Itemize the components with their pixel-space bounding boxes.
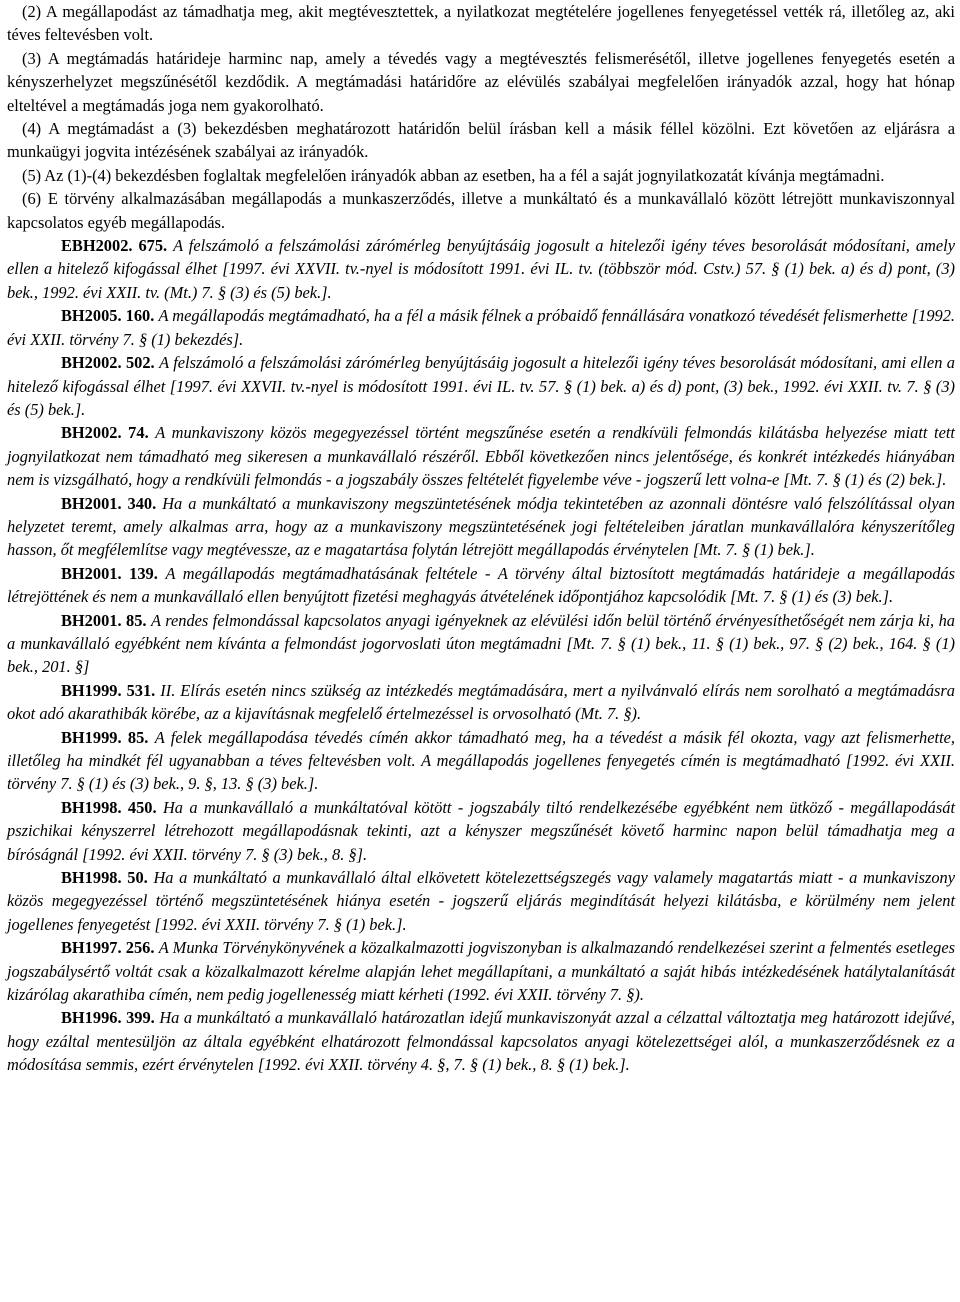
case-entry (7, 562, 955, 609)
document-page (7, 0, 955, 1077)
case-entry (7, 1006, 955, 1076)
case-reference: BH1996. 399. (61, 1008, 155, 1028)
case-summary: A felszámoló a felszámolási zárómérleg benyújtásáig jogosult a hitelezői igény téves besorolását módosítani, amely ellen a hitelező kifogással élhet [1997. évi XXVII. tv.-nyel is módosított 1991. évi IL. tv. (többször mód. Cstv.) 57. § (1) bek. a) és d) pont, (3) bek., 1992. évi XXII. tv. (Mt.) 7. § (3) és (5) bek.]. (7, 236, 955, 302)
case-reference: EBH2002. 675. (61, 236, 168, 256)
case-summary: A Munka Törvénykönyvének a közalkalmazotti jogviszonyban is alkalmazandó rendelkezései szerint a felmentés esetleges jogszabálysértő voltát csak a közalkalmazott kérelme alapján lehet megállapítani, a munkáltató a saját hibás intézkedésének hatálytalanítását kizárólag akarathiba címén, nem pedig jogellenesség miatt kérheti (1992. évi XXII. törvény 7. §). (7, 938, 955, 1005)
case-entry (7, 609, 955, 679)
case-entry (7, 234, 955, 304)
paragraph-6: (6) E törvény alkalmazásában megállapodás a munkaszerződés, illetve a munkáltató és a munkavállaló között létrejött munkaviszonnyal kapcsolatos egyéb megállapodás. (7, 189, 955, 232)
case-reference: BH2001. 139. (61, 563, 158, 583)
case-reference: BH1998. 450. (61, 797, 157, 817)
case-summary: A munkaviszony közös megegyezéssel történt megszűnése esetén a rendkívüli felmondás kilátásba helyezése miatt tett jognyilatkozat nem támadható meg sikeresen a munkavállaló részéről. Ebből következően nincs jelentősége, és konkrét intézkedés hiányában nem is vizsgálható, hogy a rendkívüli felmondás - a jogszabály összes feltételét figyelembe véve - jogszerű lett volna-e [Mt. 7. § (1) és (2) bek.]. (7, 423, 955, 490)
case-entry (7, 679, 955, 726)
case-entry (7, 936, 955, 1006)
case-reference: BH1999. 85. (61, 727, 149, 747)
case-summary: A megállapodás megtámadhatásának feltétele - A törvény által biztosított megtámadás határideje a megállapodás létrejöttének és nem a munkavállaló ellen benyújtott fizetési meghagyás átvételének időpontjához kapcsolódik [Mt. 7. § (1) és (3) bek.]. (7, 563, 955, 607)
case-summary: A felek megállapodása tévedés címén akkor támadható meg, ha a tévedést a másik fél okozta, vagy azt felismerhette, illetőleg ha mindkét fél ugyanabban a téves feltevésben volt. A megállapodás jogellenes fenyegetés címén is megtámadható [1992. évi XXII. törvény 7. § (1) és (3) bek., 9. §, 13. § (3) bek.]. (7, 727, 955, 794)
case-entry (7, 866, 955, 936)
case-law-list (7, 234, 955, 1077)
case-reference: BH2005. 160. (61, 306, 155, 326)
paragraph-5: (5) Az (1)-(4) bekezdésben foglaltak megfelelően irányadók abban az esetben, ha a fél a saját jognyilatkozatát kívánja megtámadni. (22, 165, 885, 185)
case-reference: BH2002. 74. (61, 423, 149, 443)
case-entry (7, 492, 955, 562)
case-reference: BH1997. 256. (61, 938, 155, 958)
case-entry (7, 421, 955, 491)
paragraph-3: (3) A megtámadás határideje harminc nap, amely a tévedés vagy a megtévesztés felismerésétől, illetve jogellenes fenyegetés esetén a kényszerhelyzet megszűnésétől kezdődik. A megtámadási határidőre az elévülés szabályai megfelelően irányadók azzal, hogy hat hónap elteltével a megtámadás joga nem gyakorolható. (7, 48, 955, 115)
case-summary: Ha a munkáltató a munkavállaló által elkövetett kötelezettségszegés vagy valamely magatartás miatt - a munkaviszony közös megegyezéssel történő megszüntetésének hiánya esetén - jogszerű eljárás megindítását helyezi kilátásba, e körülmény nem jelent jogellenes fenyegetést [1992. évi XXII. törvény 7. § (1) bek.]. (7, 868, 955, 934)
case-summary: II. Elírás esetén nincs szükség az intézkedés megtámadására, mert a nyilvánvaló elírás nem sorolható a megtámadásra okot adó akarathibák körébe, az a kijavításnak megfelelő értelmezéssel is orvosolható (Mt. 7. §). (7, 680, 955, 724)
case-entry (7, 304, 955, 351)
case-reference: BH1999. 531. (61, 680, 156, 700)
case-summary: A megállapodás megtámadható, ha a fél a másik félnek a próbaidő fennállására vonatkozó tévedését felismerhette [1992. évi XXII. törvény 7. § (1) bekezdés]. (7, 306, 956, 349)
case-summary: Ha a munkáltató a munkavállaló határozatlan idejű munkaviszonyát azzal a célzattal változtatja meg határozott idejűvé, hogy ezáltal mentesüljön az általa egyébként elhatározott felmondással kapcsolatos anyagi kötelezettségei alól, a munkaszerződésnek ez a módosítása semmis, ezért érvénytelen [1992. évi XXII. törvény 4. §, 7. § (1) bek., 8. § (1) bek.]. (7, 1008, 955, 1075)
case-summary: A felszámoló a felszámolási zárómérleg benyújtásáig jogosult a hitelezői igény téves besorolását módosítani, ami ellen a hitelező kifogással élhet [1997. évi XXVII. tv.-nyel is módosított 1991. évi IL. tv. 57. § (1) bek. a) és d) pont, (3) bek., 1992. évi XXII. tv. 7. § (3) és (5) bek.]. (7, 353, 955, 419)
case-entry (7, 726, 955, 796)
case-summary: Ha a munkáltató a munkaviszony megszüntetésének módja tekintetében az azonnali döntésre való felszólítással olyan helyzetet teremt, amely alkalmas arra, hogy az a munkaviszony megszüntetésének jogi feltételeiben járatlan munkavállalóra kényszerítőleg hasson, őt megfélemlítse vagy megtévessze, az e magatartása folytán létrejött megállapodás érvénytelen [Mt. 7. § (1) bek.]. (7, 493, 955, 560)
case-entry (7, 796, 955, 866)
case-reference: BH1998. 50. (61, 868, 148, 888)
case-reference: BH2002. 502. (61, 353, 155, 373)
case-summary: A rendes felmondással kapcsolatos anyagi igényeknek az elévülési időn belül történő érvényesíthetőségét nem zárja ki, ha a munkavállaló egyébként nem kívánta a felmondást jogorvoslati úton megtámadni [Mt. 7. § (1) bek., 11. § (1) bek., 97. § (2) bek., 164. § (1) bek., 201. §] (7, 610, 955, 677)
case-summary: Ha a munkavállaló a munkáltatóval kötött - jogszabály tiltó rendelkezésébe egyébként nem ütköző - megállapodását pszichikai kényszerrel létrehozott megállapodásnak tekinti, azt a kényszer megszűnését követő harminc napon belül támadhatja meg a bíróságnál [1992. évi XXII. törvény 7. § (3) bek., 8. §]. (7, 797, 955, 864)
case-entry (7, 351, 955, 421)
case-reference: BH2001. 85. (61, 610, 147, 630)
paragraph-4: (4) A megtámadást a (3) bekezdésben meghatározott határidőn belül írásban kell a másik féllel közölni. Ezt követően az eljárásra a munkaügyi jogvita intézésének szabályai az irányadók. (7, 119, 955, 162)
case-reference: BH2001. 340. (61, 493, 157, 513)
paragraph-2: (2) A megállapodást az támadhatja meg, akit megtévesztettek, a nyilatkozat megtételére jogellenes fenyegetéssel vették rá, illetőleg az, aki téves feltevésben volt. (7, 2, 955, 45)
